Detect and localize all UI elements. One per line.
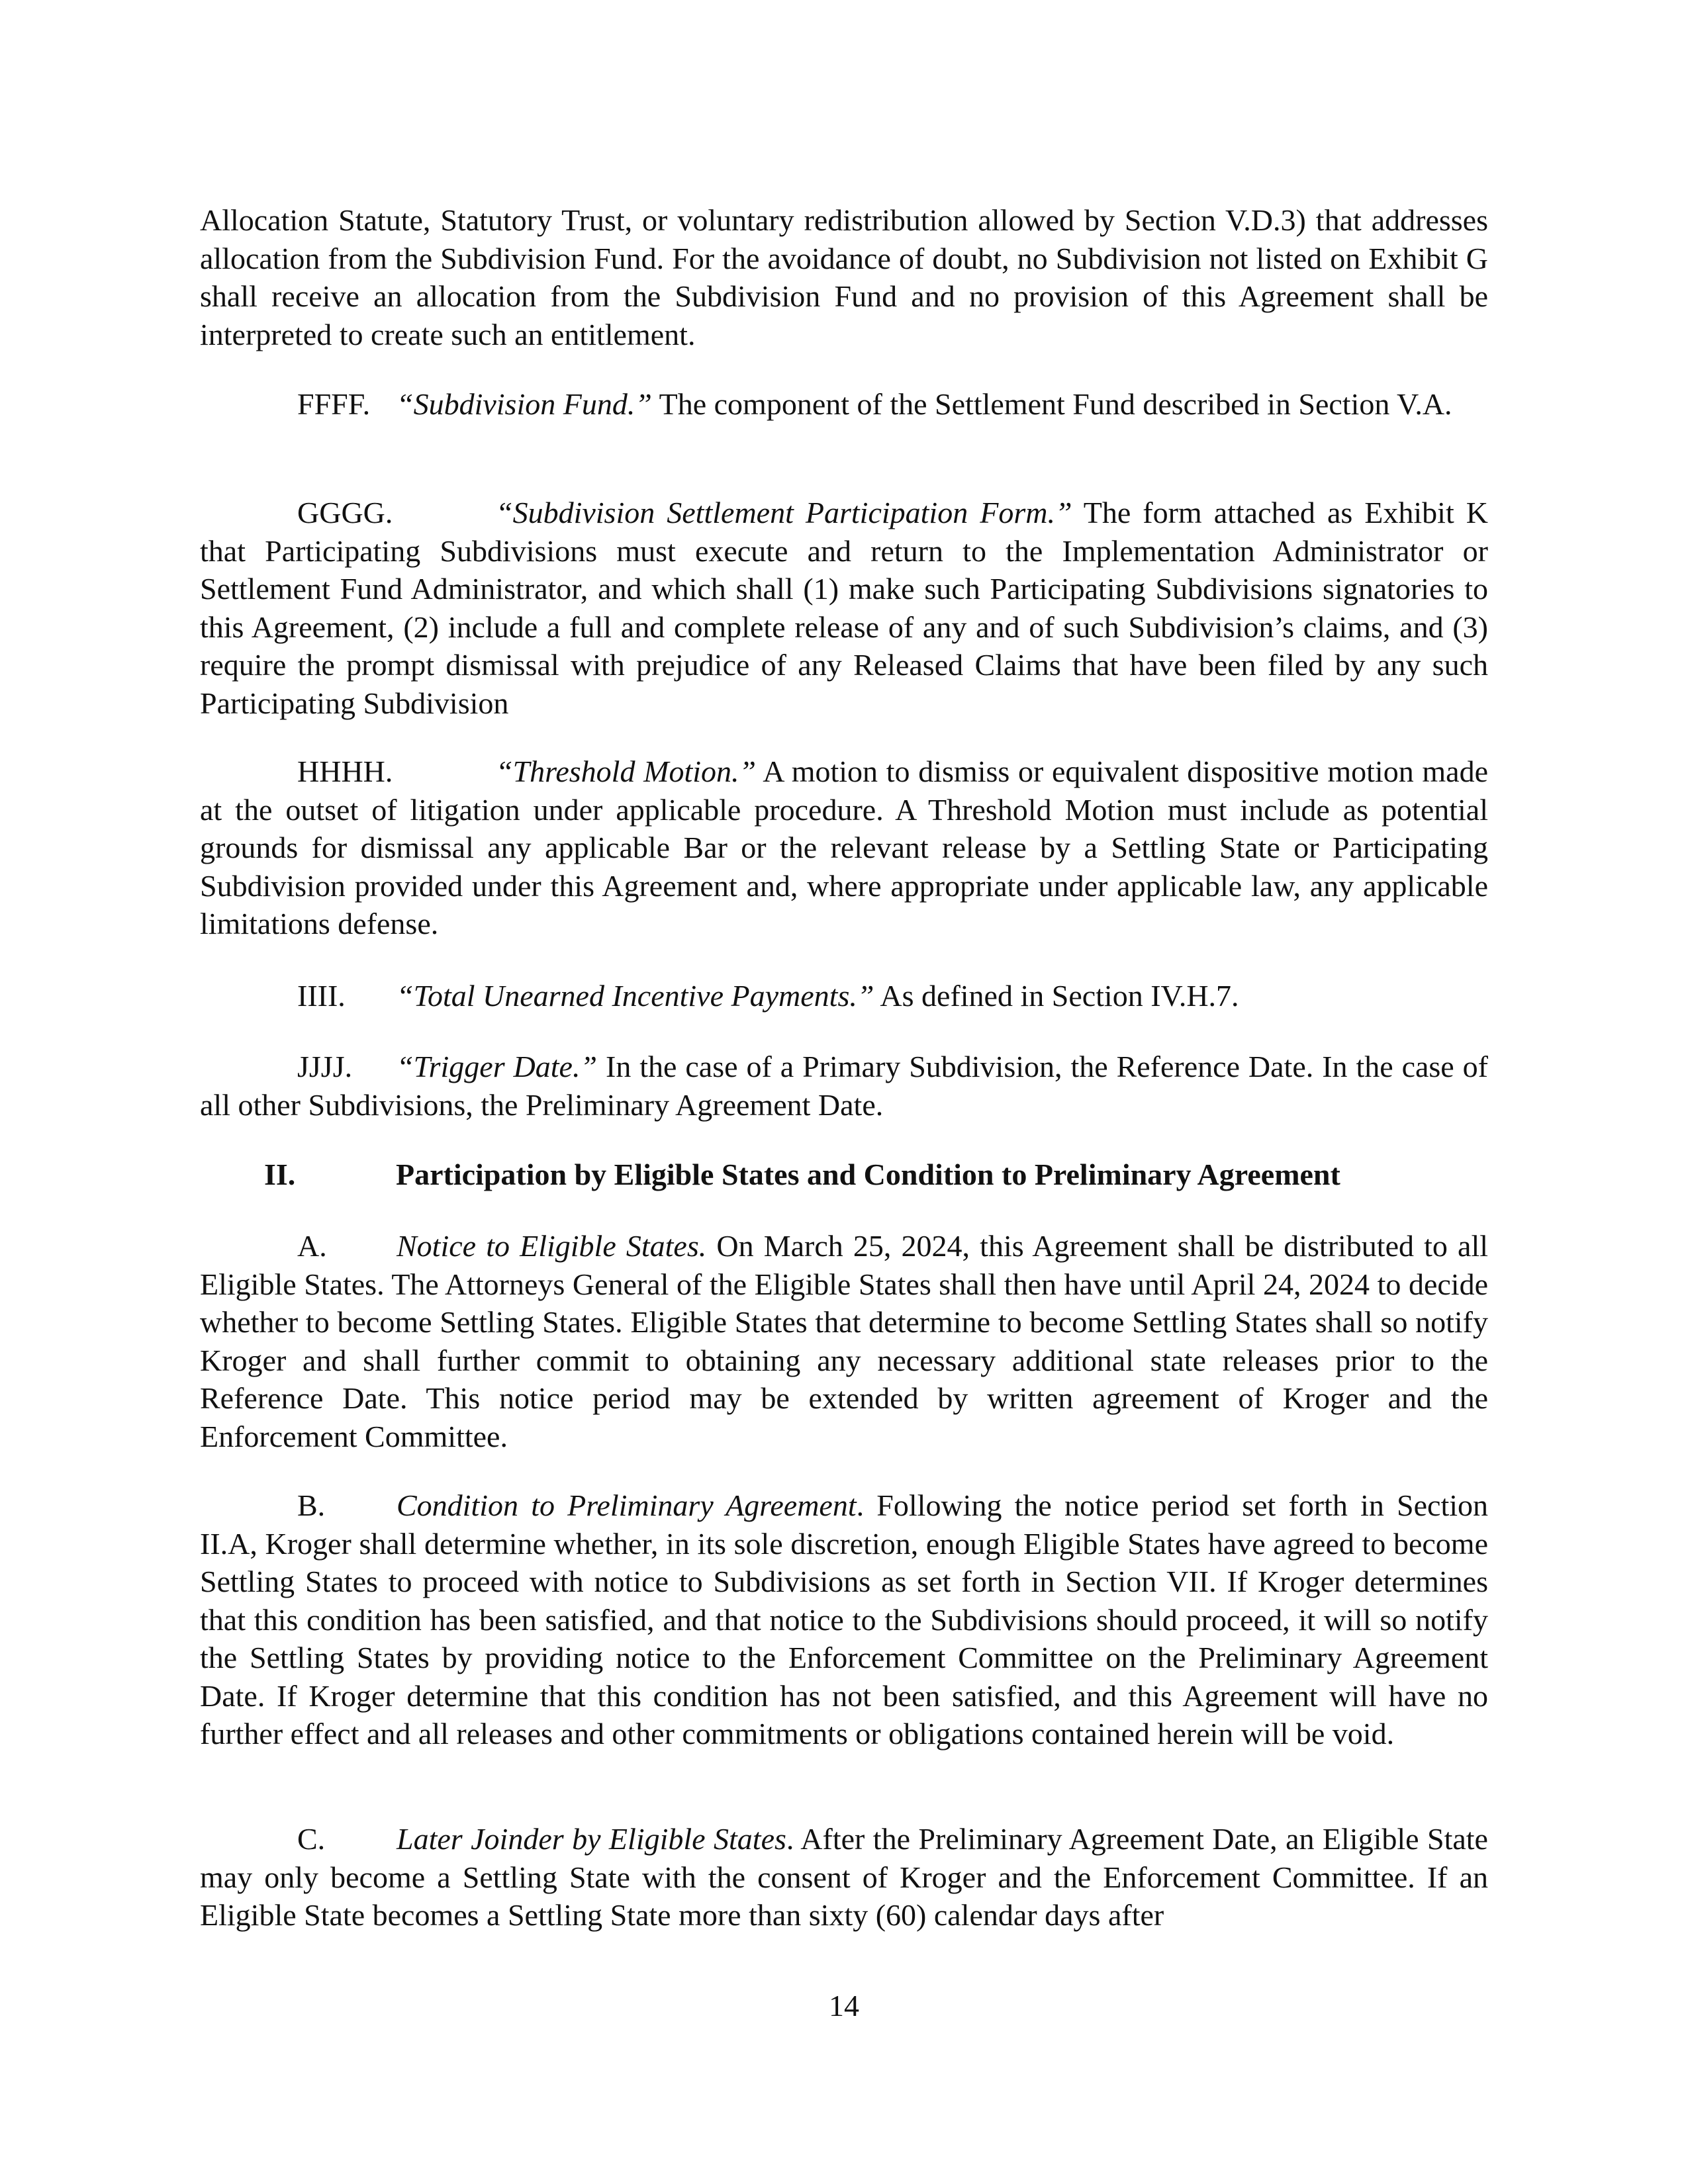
definition-term: “Total Unearned Incentive Payments.” — [397, 979, 874, 1013]
definition-text: A motion to dismiss or equivalent dispositive motion made at the outset of litigation under applicable procedure. A Threshold Motion must include as potential grounds for dismissal any applicable Bar or the relevant release by a Settling State or Participating Subdivision provided under this Agreement and, where appropriate under applicable law, any applicable limitations defense. — [200, 754, 1489, 940]
definition-term: “Threshold Motion.” — [496, 754, 757, 788]
subsection-text: . After the Preliminary Agreement Date, an Eligible State may only become a Settling State with the consent of Kroger and the Enforcement Committee. If an Eligible State becomes a Settling State more than sixty (60) calendar days after — [200, 1822, 1488, 1932]
definition-marker: HHHH. — [297, 754, 393, 788]
definition-ffff — [200, 385, 1488, 424]
subsection-b — [200, 1486, 1488, 1753]
definition-jjjj — [200, 1048, 1488, 1124]
definition-term: “Subdivision Fund.” — [397, 387, 652, 421]
definition-text: As defined in Section IV.H.7. — [874, 979, 1239, 1013]
subsection-term: Notice to Eligible States. — [397, 1229, 707, 1263]
continuation-text: Allocation Statute, Statutory Trust, or voluntary redistribution allowed by Section V.D.3) that addresses allocation from the Subdivision Fund. For the avoidance of doubt, no Subdivision not listed on Exhibit G shall receive an allocation from the Subdivision Fund and no provision of this Agreement shall be interpreted to create such an entitlement. — [200, 203, 1488, 351]
section-title: Participation by Eligible States and Condition to Preliminary Agreement — [396, 1158, 1340, 1191]
subsection-marker: C. — [297, 1822, 326, 1856]
definition-gggg — [200, 494, 1488, 722]
subsection-c — [200, 1820, 1488, 1934]
definition-text: The component of the Settlement Fund described in Section V.A. — [651, 387, 1452, 421]
definition-text: The form attached as Exhibit K that Participating Subdivisions must execute and return to the Implementation Administrator or Settlement Fund Administrator, and which shall (1) make such Participating Subdivisions signatories to this Agreement, (2) include a full and complete release of any and of such Subdivision’s claims, and (3) require the prompt dismissal with prejudice of any Released Claims that have been filed by any such Participating Subdivision — [200, 496, 1488, 720]
definition-marker: FFFF. — [297, 387, 371, 421]
subsection-a — [200, 1227, 1488, 1455]
definition-text: In the case of a Primary Subdivision, the Reference Date. In the case of all other Subdivisions, the Preliminary Agreement Date. — [200, 1050, 1488, 1122]
definition-iiii — [200, 977, 1488, 1015]
subsection-text: On March 25, 2024, this Agreement shall be distributed to all Eligible States. The Attorneys General of the Eligible States shall then have until April 24, 2024 to decide whether to become Settling States. Eligible States that determine to become Settling States shall so notify Kroger and shall further commit to obtaining any necessary additional state releases prior to the Reference Date. This notice period may be extended by written agreement of Kroger and the Enforcement Committee. — [200, 1229, 1489, 1453]
subsection-marker: A. — [297, 1229, 327, 1263]
subsection-term: Later Joinder by Eligible States — [397, 1822, 786, 1856]
definition-hhhh — [200, 752, 1488, 943]
definition-marker: GGGG. — [297, 496, 393, 529]
page-number: 14 — [829, 1989, 859, 2023]
subsection-term: Condition to Preliminary Agreement — [397, 1488, 857, 1522]
definition-term: “Subdivision Settlement Participation Form.” — [496, 496, 1072, 529]
definition-marker: JJJJ. — [297, 1050, 353, 1083]
subsection-marker: B. — [297, 1488, 326, 1522]
continuation-paragraph — [200, 201, 1488, 353]
definition-term: “Trigger Date.” — [397, 1050, 598, 1083]
definition-marker: IIII. — [297, 979, 346, 1013]
section-number: II. — [264, 1158, 296, 1191]
subsection-text: . Following the notice period set forth in Section II.A, Kroger shall determine whether, in its sole discretion, enough Eligible States have agreed to become Settling States to proceed with notice to Subdivisions as set forth in Section VII. If Kroger determines that this condition has been satisfied, and that notice to the Subdivisions should proceed, it will so notify the Settling States by providing notice to the Enforcement Committee on the Preliminary Agreement Date. If Kroger determine that this condition has not been satisfied, and this Agreement will have no further effect and all releases and other commitments or obligations contained herein will be void. — [200, 1488, 1489, 1751]
